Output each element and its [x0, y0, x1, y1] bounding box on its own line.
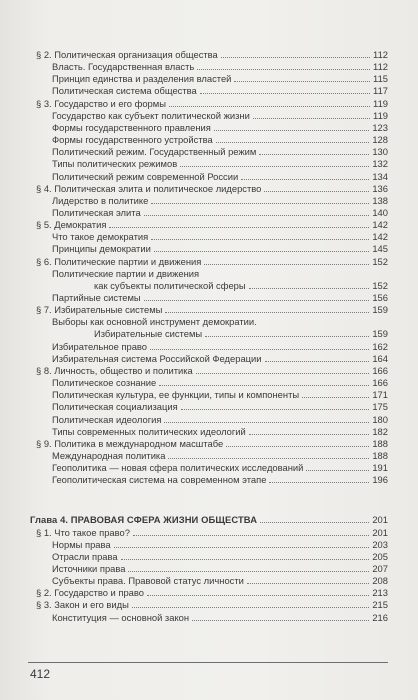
toc-leader-dots: [196, 372, 370, 374]
toc-entry-title: Лидерство в политике: [52, 194, 149, 206]
toc-page-number: 159: [372, 304, 388, 316]
toc-leader-dots: [180, 165, 369, 167]
toc-entry-title: Типы современных политических идеологий: [52, 425, 246, 437]
toc-leader-dots: [114, 546, 370, 548]
toc-leader-dots: [216, 141, 370, 143]
toc-leader-dots: [128, 570, 369, 572]
toc-page-number: 115: [373, 73, 388, 85]
toc-row: [0, 341, 418, 353]
toc-entry-title: как субъекты политической сферы: [94, 279, 246, 291]
toc-row: [0, 426, 418, 438]
toc-entry-title: Глава 4. ПРАВОВАЯ СФЕРА ЖИЗНИ ОБЩЕСТВА: [30, 514, 258, 526]
toc-row: [0, 122, 418, 134]
toc-leader-dots: [306, 469, 369, 471]
toc-row: [0, 268, 418, 280]
toc-leader-dots: [259, 153, 369, 155]
toc-page-number: 171: [372, 389, 388, 401]
toc-row: [0, 389, 418, 401]
toc-entry-title: Принцип единства и разделения властей: [52, 73, 232, 85]
toc-page-number: 201: [372, 526, 388, 538]
toc-leader-dots: [200, 92, 370, 94]
toc-leader-dots: [144, 214, 370, 216]
toc-page-number: 145: [372, 243, 388, 255]
toc-row: [0, 243, 418, 255]
toc-entry-title: § 2. Государство и право: [36, 587, 144, 599]
toc-row: [0, 183, 418, 195]
toc-entry-title: § 6. Политические партии и движения: [36, 255, 202, 267]
toc-entry-title: Политическая идеология: [52, 413, 162, 425]
toc-entry-title: § 5. Демократия: [36, 219, 107, 231]
toc-entry-title: Политическое сознание: [52, 377, 157, 389]
toc-row: [0, 575, 418, 587]
toc-entry-title: § 4. Политическая элита и политическое лидерство: [36, 182, 262, 194]
toc-entry-title: § 7. Избирательные системы: [36, 304, 163, 316]
toc-page-number: 162: [372, 340, 388, 352]
toc-entry-title: § 9. Политика в международном масштабе: [36, 437, 224, 449]
toc-row: [0, 219, 418, 231]
toc-entry-title: Принципы демократии: [52, 243, 151, 255]
toc-page-number: 188: [372, 449, 388, 461]
toc-leader-dots: [181, 408, 370, 410]
toc-row: [0, 158, 418, 170]
toc-page-number: 132: [372, 158, 388, 170]
toc-page-number: 164: [372, 352, 388, 364]
toc-entry-title: Выборы как основной инструмент демократии.: [52, 316, 257, 328]
toc-row: [0, 474, 418, 486]
toc-page-number: 119: [373, 109, 388, 121]
toc-leader-dots: [302, 396, 369, 398]
toc-page-number: 136: [372, 182, 388, 194]
toc-page-number: 175: [372, 401, 388, 413]
toc-leader-dots: [165, 311, 369, 313]
toc-entry-title: Государство как субъект политической жизни: [52, 109, 250, 121]
toc-page-number: 123: [372, 121, 388, 133]
toc-entry-title: Политические партии и движения: [52, 267, 200, 279]
toc-page-number: 130: [372, 146, 388, 158]
toc-leader-dots: [253, 117, 370, 119]
toc-leader-dots: [260, 521, 369, 523]
toc-row: [0, 85, 418, 97]
toc-row: [0, 438, 418, 450]
toc-leader-dots: [168, 457, 369, 459]
toc-page-number: 215: [372, 599, 388, 611]
toc-entry-title: Международная политика: [52, 449, 166, 461]
toc-page-number: 112: [373, 61, 388, 73]
toc-leader-dots: [269, 481, 369, 483]
toc-leader-dots: [147, 594, 369, 596]
toc-leader-dots: [241, 178, 369, 180]
toc-entry-title: § 1. Что такое право?: [36, 526, 130, 538]
toc-page-number: 142: [372, 219, 388, 231]
toc-row: [0, 146, 418, 158]
toc-row: [0, 49, 418, 61]
toc-page-number: 140: [372, 206, 388, 218]
toc-row: [0, 61, 418, 73]
toc-leader-dots: [151, 238, 369, 240]
toc-page-number: 142: [372, 231, 388, 243]
toc-row: [0, 292, 418, 304]
toc-entry-title: Политическая культура, ее функции, типы и компоненты: [52, 389, 300, 401]
toc-leader-dots: [214, 129, 369, 131]
toc-entry-title: Субъекты права. Правовой статус личности: [52, 575, 244, 587]
toc-page-number: 191: [372, 462, 388, 474]
toc-page-number: 138: [372, 194, 388, 206]
toc-entry-title: Политическая элита: [52, 206, 141, 218]
toc-row: [0, 587, 418, 599]
toc-row: [0, 73, 418, 85]
toc-page-number: 112: [373, 49, 388, 60]
toc-page-number: 182: [372, 425, 388, 437]
toc-row: [0, 563, 418, 575]
toc-page-number: 134: [372, 170, 388, 182]
toc-row: [0, 316, 418, 328]
toc-entry-title: § 2. Политическая организация общества: [36, 49, 218, 60]
toc-entry-title: Избирательные системы: [94, 328, 203, 340]
toc-row: [0, 401, 418, 413]
toc-page-number: 166: [372, 364, 388, 376]
toc-page-number: 208: [372, 575, 388, 587]
toc-entry-title: Избирательное право: [52, 340, 148, 352]
toc-row: [0, 171, 418, 183]
toc-entry-title: Власть. Государственная власть: [52, 61, 195, 73]
toc-entry-title: Геополитическая система на современном этапе: [52, 474, 267, 486]
toc-row: [0, 551, 418, 563]
toc-row: [0, 304, 418, 316]
toc-row: [0, 450, 418, 462]
toc-leader-dots: [264, 190, 369, 192]
toc-page-number: 128: [372, 134, 388, 146]
toc-leader-dots: [204, 263, 369, 265]
toc-leader-dots: [144, 299, 370, 301]
toc-leader-dots: [109, 226, 369, 228]
toc-entry-title: § 3. Государство и его формы: [36, 97, 166, 109]
toc-page-number: 152: [372, 255, 388, 267]
toc-leader-dots: [234, 80, 370, 82]
toc-leader-dots: [247, 582, 369, 584]
toc-row: [0, 110, 418, 122]
toc-entry-title: § 8. Личность, общество и политика: [36, 364, 193, 376]
toc-leader-dots: [249, 433, 370, 435]
toc-leader-dots: [192, 619, 369, 621]
toc-entry-title: Отрасли права: [52, 550, 118, 562]
toc-row: [0, 98, 418, 110]
toc-leader-dots: [205, 335, 369, 337]
toc-page-number: 216: [372, 611, 388, 623]
toc-leader-dots: [133, 534, 369, 536]
toc-leader-dots: [249, 287, 370, 289]
toc-entry-title: Партийные системы: [52, 292, 141, 303]
toc-leader-dots: [132, 606, 370, 608]
toc-row: [0, 353, 418, 365]
toc-page-number: 117: [373, 85, 388, 97]
toc-entry-title: Политическая система общества: [52, 85, 197, 97]
toc-row: [0, 539, 418, 551]
toc-leader-dots: [265, 360, 370, 362]
toc-leader-dots: [221, 56, 370, 58]
toc-row: [0, 207, 418, 219]
toc-page-number: 119: [373, 97, 388, 109]
footer-rule: [28, 662, 388, 663]
toc-page-number: 180: [372, 413, 388, 425]
toc-leader-dots: [197, 68, 370, 70]
toc-leader-dots: [226, 445, 369, 447]
toc-page-number: 159: [372, 328, 388, 340]
toc-leader-dots: [151, 202, 369, 204]
toc-row: [0, 462, 418, 474]
toc-entry-title: Политический режим современной России: [52, 170, 239, 182]
toc-entry-title: Политический режим. Государственный режим: [52, 146, 257, 158]
toc-row: [0, 280, 418, 292]
toc-page-number: 196: [372, 474, 388, 486]
toc-page-number: 203: [372, 538, 388, 550]
toc-leader-dots: [169, 105, 370, 107]
toc-leader-dots: [121, 558, 370, 560]
toc-row: [0, 365, 418, 377]
toc-row: [0, 134, 418, 146]
toc-row: [0, 599, 418, 611]
toc-entry-title: Геополитика — новая сфера политических исследований: [52, 462, 304, 474]
toc-page-number: 207: [372, 563, 388, 574]
toc-page-number: 166: [372, 377, 388, 389]
toc-page-number: 213: [372, 587, 388, 599]
toc-leader-dots: [150, 348, 369, 350]
toc-page-number: 188: [372, 437, 388, 449]
toc-entry-title: Избирательная система Российской Федерации: [52, 352, 262, 364]
toc-page-number: 201: [372, 514, 388, 526]
toc-row: [0, 231, 418, 243]
toc-entry-title: Конституция — основной закон: [52, 611, 190, 623]
toc-leader-dots: [164, 421, 369, 423]
toc-entry-title: § 3. Закон и его виды: [36, 599, 129, 611]
toc-entry-title: Что такое демократия: [52, 231, 149, 243]
toc-page-number: 205: [372, 550, 388, 562]
toc-row: [0, 527, 418, 539]
toc-row: [0, 414, 418, 426]
toc-entry-title: Формы государственного правления: [52, 121, 211, 133]
page-number: 412: [30, 667, 51, 681]
toc-entry-title: Нормы права: [52, 538, 111, 550]
toc-row: [0, 195, 418, 207]
toc-entry-title: Источники права: [52, 563, 126, 574]
toc-entry-title: Формы государственного устройства: [52, 134, 213, 146]
toc-row: [0, 328, 418, 340]
toc-chapter-row: [0, 514, 418, 526]
toc-row: [0, 377, 418, 389]
toc-page-number: 156: [372, 292, 388, 303]
toc-row: [0, 256, 418, 268]
toc-page-number: 152: [372, 279, 388, 291]
toc-row: [0, 612, 418, 624]
toc-leader-dots: [159, 384, 369, 386]
toc-entry-title: Типы политических режимов: [52, 158, 178, 170]
toc-entry-title: Политическая социализация: [52, 401, 178, 413]
toc-leader-dots: [154, 250, 370, 252]
